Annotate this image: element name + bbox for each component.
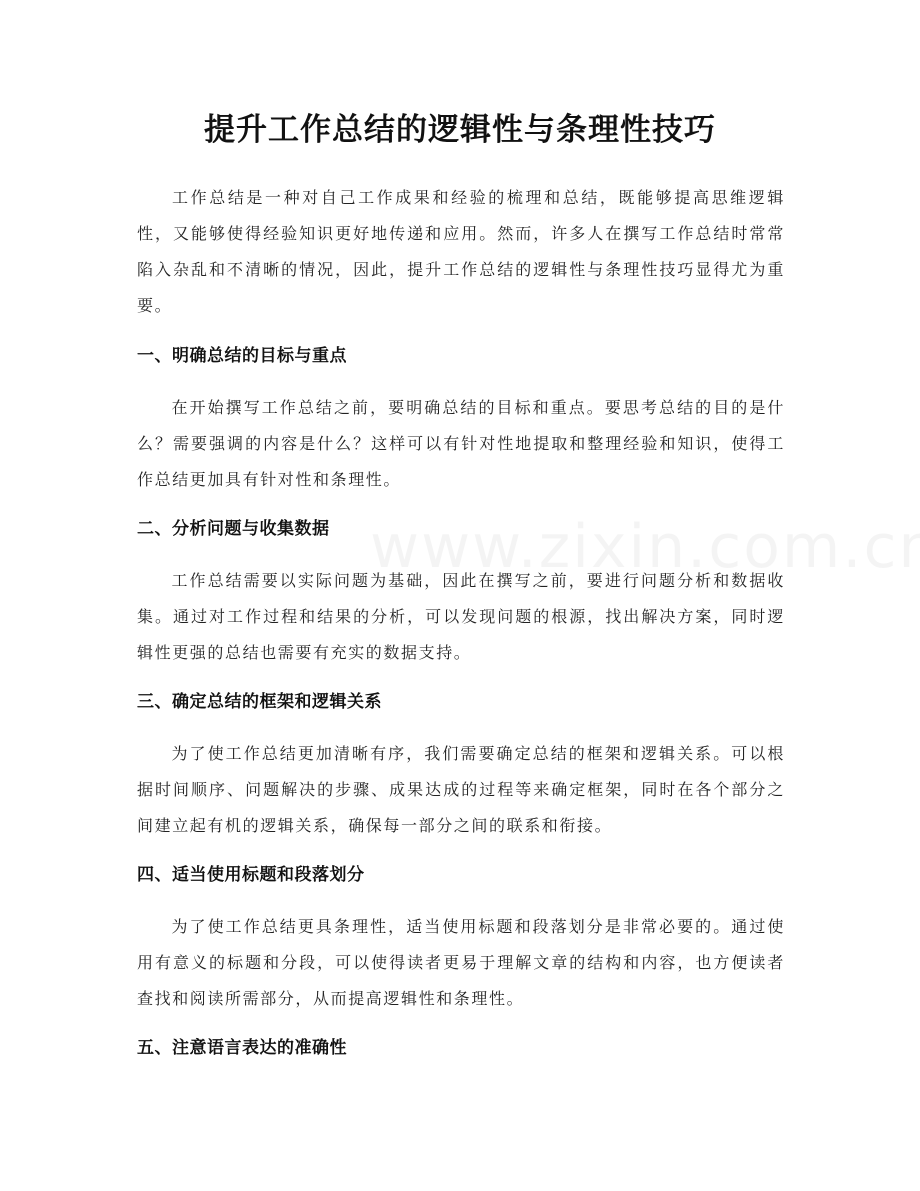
section-body-2 bbox=[137, 563, 785, 671]
intro-paragraph bbox=[137, 180, 785, 324]
intro-text: 工作总结是一种对自己工作成果和经验的梳理和总结，既能够提高思维逻辑性，又能够使得经验知识更好地传递和应用。然而，许多人在撰写工作总结时常常陷入杂乱和不清晰的情况，因此，提升工作总结的逻辑性与条理性技巧显得尤为重要。 bbox=[137, 188, 785, 315]
section-heading-3: 三、确定总结的框架和逻辑关系 bbox=[137, 692, 382, 712]
section-body-4-text: 为了使工作总结更具条理性，适当使用标题和段落划分是非常必要的。通过使用有意义的标题和分段，可以使得读者更易于理解文章的结构和内容，也方便读者查找和阅读所需部分，从而提高逻辑性和条理性。 bbox=[137, 917, 785, 1008]
section-heading-1: 一、明确总结的目标与重点 bbox=[137, 346, 347, 366]
section-body-1-text: 在开始撰写工作总结之前，要明确总结的目标和重点。要思考总结的目的是什么？需要强调的内容是什么？这样可以有针对性地提取和整理经验和知识，使得工作总结更加具有针对性和条理性。 bbox=[137, 398, 785, 489]
section-heading-5: 五、注意语言表达的准确性 bbox=[137, 1038, 347, 1058]
document-title: 提升工作总结的逻辑性与条理性技巧 bbox=[204, 112, 716, 148]
section-body-3-text: 为了使工作总结更加清晰有序，我们需要确定总结的框架和逻辑关系。可以根据时间顺序、问题解决的步骤、成果达成的过程等来确定框架，同时在各个部分之间建立起有机的逻辑关系，确保每一部分之间的联系和衔接。 bbox=[137, 744, 785, 835]
section-body-1 bbox=[137, 390, 785, 498]
section-body-4 bbox=[137, 909, 785, 1017]
section-body-2-text: 工作总结需要以实际问题为基础，因此在撰写之前，要进行问题分析和数据收集。通过对工作过程和结果的分析，可以发现问题的根源，找出解决方案，同时逻辑性更强的总结也需要有充实的数据支持。 bbox=[137, 571, 785, 662]
section-body-3 bbox=[137, 736, 785, 844]
section-heading-4: 四、适当使用标题和段落划分 bbox=[137, 865, 365, 885]
section-heading-2: 二、分析问题与收集数据 bbox=[137, 519, 330, 539]
